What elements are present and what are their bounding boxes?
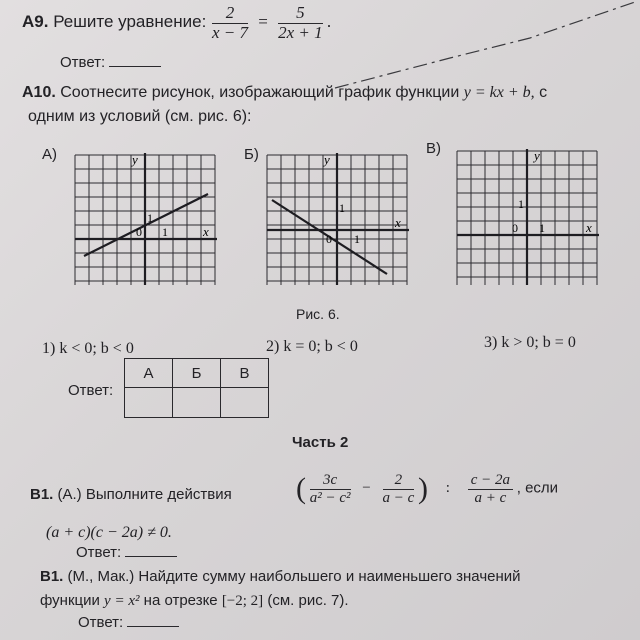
graph-b-zero: 0 [326,232,332,246]
a10-line2: одним из условий (см. рис. 6): [28,108,252,125]
graph-a-letter: А) [42,146,57,163]
graph-b-y-label: y [324,152,330,167]
graph-a-zero: 0 [136,225,142,239]
graph-b-axes [267,153,409,285]
b1b-level: (М., Мак.) [67,568,135,585]
b1b-answer-blank[interactable] [127,625,179,627]
b1a-condition: (a + c)(c − 2a) ≠ 0. [46,524,172,541]
a10-text1-end: с [539,84,548,101]
b1b-text2-end: (см. рис. 7). [267,592,349,609]
graph-a-one-x: 1 [162,225,168,239]
graph-a-axes [75,153,217,285]
b1b-interval: [−2; 2] [221,593,264,609]
b1a-instruction: Выполните действия [85,486,232,503]
graph-v-x-label: x [586,220,592,235]
table-header-a: А [125,359,173,388]
b1a-colon: : [445,480,450,497]
table-answer-a[interactable] [125,388,173,418]
graph-a [70,150,220,290]
graph-a-x-label: x [203,224,209,239]
graph-b-one-y: 1 [339,201,345,215]
a9-label: А9. [22,12,49,31]
b1b-text2-start: функции [40,592,100,609]
option-1: 1) k < 0; b < 0 [42,340,134,357]
figure-caption: Рис. 6. [296,306,340,322]
b1b-label: В1. [40,568,64,585]
a10-text1: Соотнесите рисунок, изображающий график функции [60,84,460,101]
graph-b [262,150,412,290]
a9-eq: = [258,12,268,32]
b1a-level: (А.) [57,486,82,503]
b1b-line2 [40,592,349,610]
a10-answer-label: Ответ: [68,382,114,399]
b1a-f2-num: 2 [383,472,415,490]
b1a-f2-den: a − c [382,489,415,506]
b1a-f1-den: a² − c² [309,489,351,506]
a9-frac1-den: x − 7 [212,22,249,42]
graph-v-one-x: 1 [539,221,545,235]
graph-b-letter: Б) [244,146,259,163]
option-3: 3) k > 0; b = 0 [484,334,576,351]
b1a-tail: , если [516,479,559,497]
b1a-f1-num: 3c [310,472,351,490]
graph-v [452,146,602,291]
a9-answer [60,54,161,71]
a10-formula: y = kx + b, [463,84,535,101]
b1a-expression: ( $\frac{3c}{\text{a² − c²}}$ − $\frac{2}{a - c}$ ) : $\frac{c - 2a}{a + c}$ , если [296,472,559,506]
table-answer-v[interactable] [221,388,269,418]
task-a9 [22,12,206,32]
a9-text: Решите уравнение: [53,12,207,31]
a9-dot: . [326,12,332,32]
a10-answer-table [124,358,269,418]
b1a-f3-num: c − 2a [468,472,513,490]
table-header-v: В [221,359,269,388]
a9-answer-label: Ответ: [60,54,106,71]
a9-equation [212,4,331,42]
a9-answer-blank[interactable] [109,65,161,67]
part2-title: Часть 2 [292,434,349,451]
option-2: 2) k = 0; b < 0 [266,338,358,355]
b1b-answer [78,614,179,631]
b1b-text1: Найдите сумму наибольшего и наименьшего значений [138,568,521,585]
a10-line1 [22,84,547,102]
graph-b-x-label: x [395,215,401,230]
b1b-text2-mid: на отрезке [143,592,218,609]
graph-b-one-x: 1 [354,232,360,246]
graph-v-y-label: y [534,148,540,163]
a9-frac1-num: 2 [212,4,248,24]
b1b-line1 [40,568,521,585]
b1a-answer-label: Ответ: [76,544,122,561]
a10-label: А10. [22,84,56,101]
table-header-b: Б [173,359,221,388]
graph-v-letter: В) [426,140,441,157]
b1a-answer-blank[interactable] [125,555,177,557]
b1a-f3-den: a + c [474,489,507,506]
pen-scribble [330,0,640,90]
b1a-answer [76,544,177,561]
b1a-minus: − [362,480,371,497]
table-answer-b[interactable] [173,388,221,418]
graph-v-zero: 0 [512,221,518,235]
a9-frac2-den: 2x + 1 [278,22,323,42]
b1a-text [30,486,232,503]
graph-v-one-y: 1 [518,197,524,211]
a9-frac2-num: 5 [278,4,323,24]
graph-v-axes [457,149,599,285]
graph-a-y-label: y [132,152,138,167]
graph-a-one-y: 1 [147,211,153,225]
b1b-answer-label: Ответ: [78,614,124,631]
b1a-label: В1. [30,486,54,503]
b1b-func: y = x² [104,593,140,609]
